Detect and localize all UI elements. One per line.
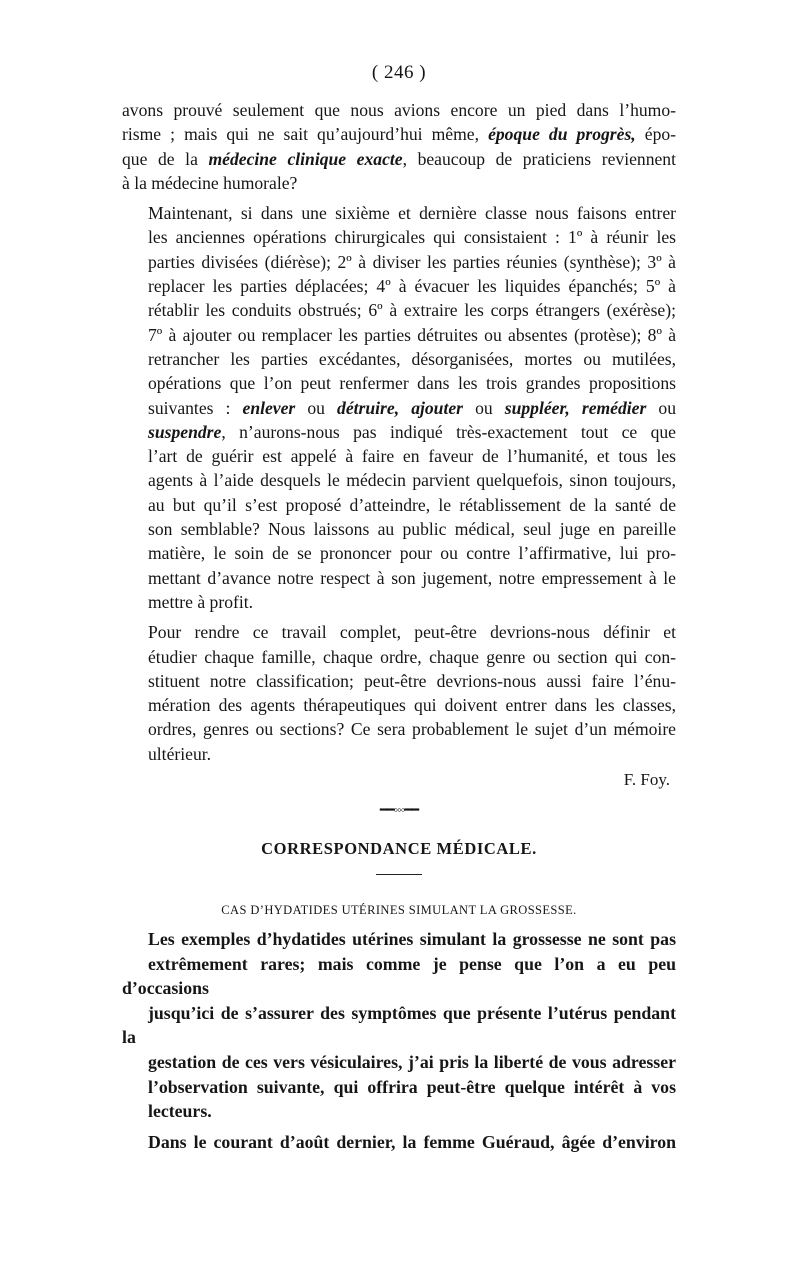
text-fragment: , n’aurons-nous pas indiqué très-exactement tout ce que <box>221 421 676 442</box>
text-line: 7º à ajouter ou remplacer les parties détruites ou absentes (protèse); 8º à <box>148 324 676 345</box>
text-line: opérations que l’on peut renfermer dans les trois grandes propositions <box>148 373 676 394</box>
text-line: extrêmement rares; mais comme je pense que l’on a eu peu d’occasions <box>122 953 676 999</box>
text-line: agents à l’aide desquels le médecin parvient quelquefois, sinon toujours, <box>148 470 676 491</box>
paragraph-hydatides <box>122 927 676 1124</box>
text-line: Maintenant, si dans une sixième et dernière classe nous faisons entrer <box>148 203 676 224</box>
text-line: retrancher les parties excédantes, désorganisées, mortes ou mutilées, <box>148 348 676 369</box>
paragraph-humorisme <box>122 98 676 195</box>
article-title: CAS D’HYDATIDES UTÉRINES SIMULANT LA GROSSESSE. <box>221 903 577 918</box>
text-line: à la médecine humorale? <box>122 172 298 193</box>
emphasis-remedier: remédier <box>581 397 647 418</box>
text-line: son semblable? Nous laissons au public médical, seul juge en pareille <box>148 519 676 540</box>
text-line <box>122 122 676 146</box>
author-signature: F. Foy. <box>623 770 670 790</box>
section-rule <box>376 874 422 875</box>
emphasis-medecine-clinique: médecine clinique exacte <box>208 148 403 169</box>
text-line: étudier chaque famille, chaque ordre, chaque genre ou section qui con- <box>148 646 676 667</box>
paragraph-travail-complet <box>122 620 676 766</box>
text-line: Les exemples d’hydatides utérines simulant la grossesse ne sont pas <box>148 929 676 950</box>
text-line: Dans le courant d’août dernier, la femme Guéraud, âgée d’environ <box>148 1131 676 1152</box>
emphasis-epoque-du-progres: époque du progrès, <box>488 124 636 145</box>
text-line: replacer les parties déplacées; 4º à évacuer les liquides épanchés; 5º à <box>148 276 676 297</box>
text-line: ultérieur. <box>148 743 212 764</box>
text-line <box>122 396 676 420</box>
text-line: mettant d’avance notre respect à son jugement, notre empressement à le <box>148 567 676 588</box>
text-fragment: , beaucoup de praticiens reviennent <box>402 148 676 169</box>
paragraph-sixieme-classe <box>122 201 676 614</box>
text-line <box>122 147 676 171</box>
text-line: lecteurs. <box>148 1101 212 1122</box>
text-line: parties divisées (diérèse); 2º à diviser les parties réunies (synthèse); 3º à <box>148 251 676 272</box>
text-fragment: risme ; mais qui ne sait qu’aujourd’hui même, <box>122 124 480 145</box>
emphasis-suppleer: suppléer, <box>504 397 570 418</box>
text-fragment: épo- <box>644 124 677 145</box>
text-line: mettre à profit. <box>148 591 254 612</box>
emphasis-ajouter: ajouter <box>411 397 463 418</box>
text-line: mération des agents thérapeutiques qui doivent entrer dans les classes, <box>148 695 676 716</box>
text-line <box>122 420 676 444</box>
text-line: au but qu’il s’est proposé d’atteindre, le rétablissement de la santé de <box>148 494 676 515</box>
text-line: jusqu’ici de s’assurer des symptômes que présente l’utérus pendant la <box>122 1002 676 1048</box>
text-line: rétablir les conduits obstrués; 6º à extraire les corps étrangers (exérèse); <box>148 300 676 321</box>
text-line: les anciennes opérations chirurgicales qui consistaient : 1º à réunir les <box>148 227 676 248</box>
text-fragment: que de la <box>122 148 198 169</box>
emphasis-suspendre: suspendre <box>148 421 222 442</box>
ornament-divider: ━━◦◦◦━━ <box>379 802 419 818</box>
section-title: CORRESPONDANCE MÉDICALE. <box>261 839 537 859</box>
text-fragment: ou <box>307 397 325 418</box>
text-line: stituent notre classification; peut-être devrions-nous aussi faire l’énu- <box>148 670 676 691</box>
document-page <box>122 60 676 1154</box>
text-line: ordres, genres ou sections? Ce sera probablement le sujet d’un mémoire <box>148 719 676 740</box>
text-line: matière, le soin de se prononcer pour ou contre l’affirmative, lui pro- <box>148 543 676 564</box>
page-number: ( 246 ) <box>371 62 427 83</box>
text-line: avons prouvé seulement que nous avions encore un pied dans l’humo- <box>122 100 676 120</box>
text-fragment: ou <box>475 397 493 418</box>
text-fragment: suivantes : <box>148 397 231 418</box>
paragraph-femme-gueraud <box>122 1130 676 1155</box>
emphasis-enlever: enlever <box>242 397 296 418</box>
text-line: gestation de ces vers vésiculaires, j’ai pris la liberté de vous adresser <box>148 1051 676 1072</box>
text-line: l’observation suivante, qui offrira peut-être quelque intérêt à vos <box>148 1076 676 1097</box>
text-line: Pour rendre ce travail complet, peut-être devrions-nous définir et <box>148 622 676 643</box>
text-line: l’art de guérir est appelé à faire en faveur de l’humanité, et tous les <box>148 446 676 467</box>
text-fragment: ou <box>658 397 677 418</box>
emphasis-detruire: détruire, <box>337 397 400 418</box>
